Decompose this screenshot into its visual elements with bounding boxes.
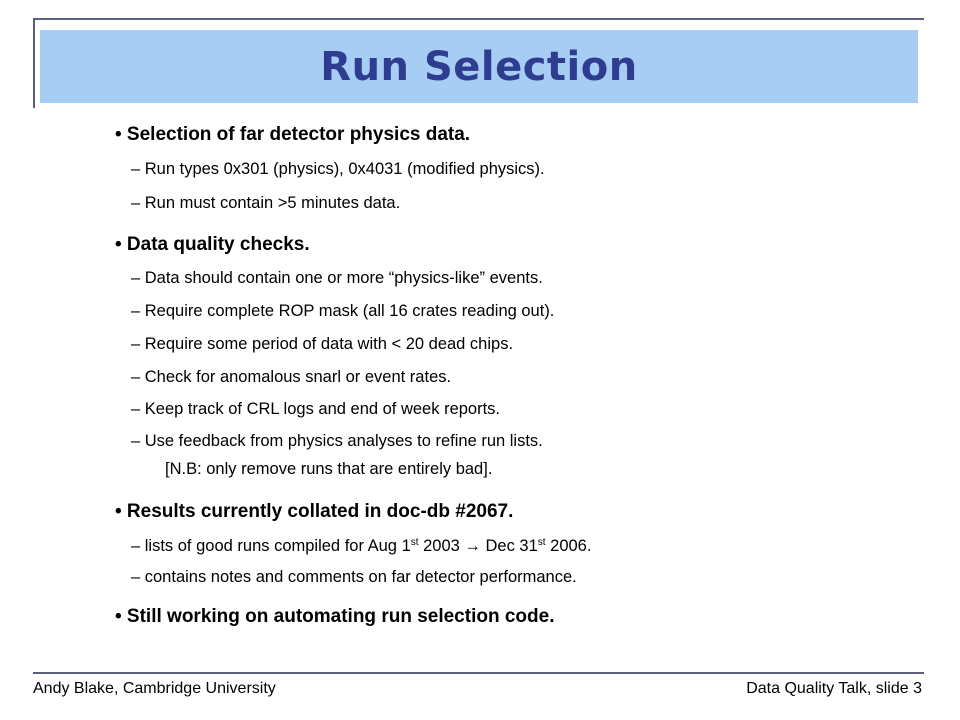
sub-snarl-rates: – Check for anomalous snarl or event rates. (131, 368, 452, 386)
sub-rop-mask: – Require complete ROP mask (all 16 crates reading out). (131, 302, 555, 320)
footer-rule (33, 672, 924, 674)
sub-feedback: – Use feedback from physics analyses to refine run lists. (131, 432, 543, 450)
footer-slide-label: Data Quality Talk, slide 3 (746, 680, 922, 697)
footer-author: Andy Blake, Cambridge University (33, 680, 276, 697)
sub-good-runs: – lists of good runs compiled for Aug 1st 2003 → Dec 31st 2006. (131, 537, 592, 555)
bullet-automating: • Still working on automating run selection code. (115, 606, 555, 627)
title-banner (40, 30, 918, 103)
sub-notes-comments: – contains notes and comments on far detector performance. (131, 568, 577, 586)
bullet-doc-db: • Results currently collated in doc-db #2067. (115, 501, 514, 522)
sub-nb-note: [N.B: only remove runs that are entirely bad]. (165, 460, 493, 478)
sub-dead-chips: – Require some period of data with < 20 dead chips. (131, 335, 514, 353)
sub-crl-logs: – Keep track of CRL logs and end of week reports. (131, 400, 501, 418)
top-frame-rule (33, 18, 924, 20)
left-frame-rule (33, 18, 35, 108)
sub-physics-like: – Data should contain one or more “physics-like” events. (131, 269, 543, 287)
slide-title: Run Selection (320, 43, 638, 90)
bullet-quality-checks: • Data quality checks. (115, 234, 310, 255)
sub-run-duration: – Run must contain >5 minutes data. (131, 194, 401, 212)
sub-run-types: – Run types 0x301 (physics), 0x4031 (modified physics). (131, 160, 545, 178)
bullet-far-detector: • Selection of far detector physics data. (115, 124, 471, 145)
